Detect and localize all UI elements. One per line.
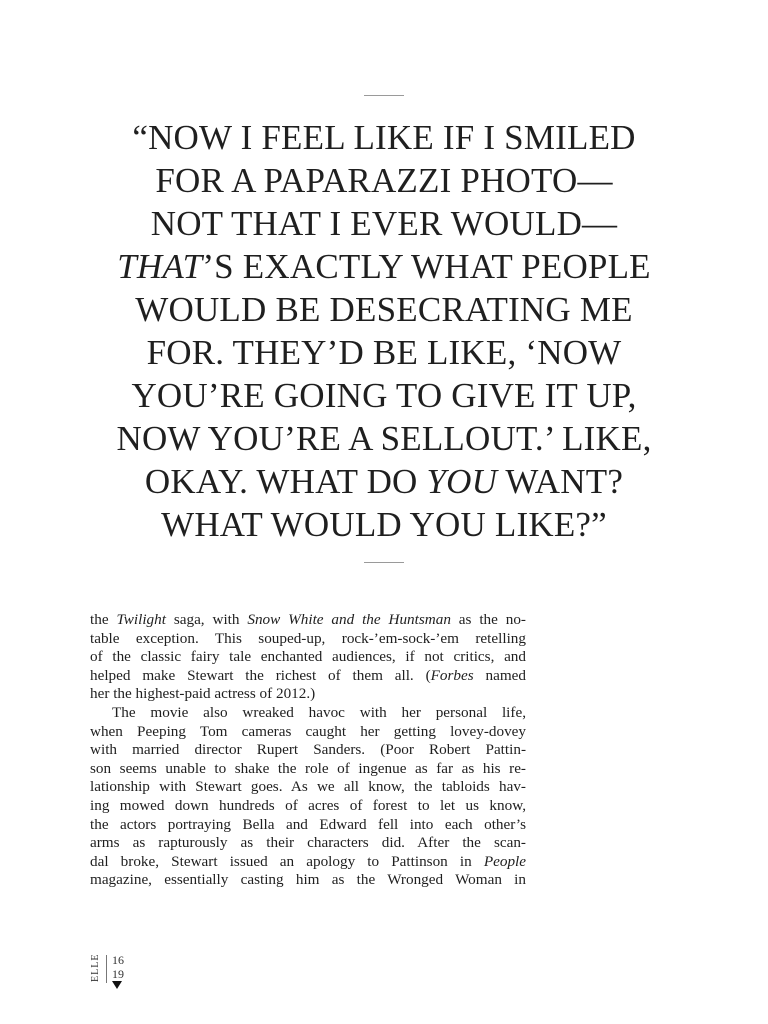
article-line: son seems unable to shake the role of ingenue as far as his re- [90,759,526,777]
pull-quote-line: FOR A PAPARAZZI PHOTO— [155,161,613,200]
article-line [90,853,526,872]
article-text: as the no- [450,611,526,628]
pull-quote-line [40,245,728,288]
page-numbers [112,953,124,981]
article-line: ing mowed down hundreds of acres of forest to let us know, [90,796,526,814]
article-line: with married director Rupert Sanders. (Poor Robert Pattin- [90,741,526,759]
pull-quote-line: “NOW I FEEL LIKE IF I SMILED [132,118,636,157]
pull-quote-line: FOR. THEY’D BE LIKE, ‘NOW [146,333,622,372]
page-folio [90,953,160,993]
article-line: The movie also wreaked havoc with her personal life, [112,703,526,721]
article-line: the actors portraying Bella and Edward fell into each other’s [90,815,526,833]
article-line: lationship with Stewart goes. As we all know, the tabloids hav- [90,778,526,796]
article-text: helped make Stewart the richest of them all. ( [90,666,431,684]
article-text: the [90,611,117,628]
brand-logo: ELLE [90,953,101,983]
article-text: named [473,666,527,684]
pull-quote-text: ’S EXACTLY WHAT PEOPLE [202,247,651,286]
pull-quote-line [40,460,728,503]
bottom-rule [364,562,404,563]
article-line [90,611,526,630]
pull-quote-text: OKAY. WHAT DO [144,462,427,501]
down-triangle-icon[interactable] [112,981,122,989]
article-line: when Peeping Tom cameras caught her getting lovey-dovey [90,722,526,740]
article-title-italic: Twilight [116,611,166,628]
pull-quote-line: NOW YOU’RE A SELLOUT.’ LIKE, [116,419,652,458]
total-page-number: 19 [112,967,124,981]
pull-quote-emphasis: YOU [426,462,498,501]
pull-quote-text: WANT? [497,462,624,501]
article-title-italic: Forbes [430,666,474,684]
article-line: table exception. This souped-up, rock-’em-sock-’em retelling [90,629,526,647]
current-page-number: 16 [112,953,124,967]
article-title-italic: Snow White and the Huntsman [247,611,451,628]
pull-quote-line: WHAT WOULD YOU LIKE?” [161,505,607,544]
folio-divider [106,955,107,983]
article-text: saga, with [165,611,248,628]
pull-quote-line: WOULD BE DESECRATING ME [135,290,633,329]
pull-quote-emphasis: THAT [117,247,203,286]
article-line: of the classic fairy tale enchanted audiences, if not critics, and [90,648,526,666]
pull-quote-line: YOU’RE GOING TO GIVE IT UP, [131,376,637,415]
top-rule [364,95,404,96]
article-line [90,667,526,686]
article-text: dal broke, Stewart issued an apology to Pattinson in [90,852,484,870]
article-body [90,611,526,890]
article-line: magazine, essentially casting him as the Wronged Woman in [90,871,526,889]
article-line: arms as rapturously as their characters did. After the scan- [90,834,526,852]
article-title-italic: People [483,852,526,870]
pull-quote [40,116,728,546]
pull-quote-line: NOT THAT I EVER WOULD— [150,204,618,243]
article-line: her the highest-paid actress of 2012.) [90,685,316,703]
